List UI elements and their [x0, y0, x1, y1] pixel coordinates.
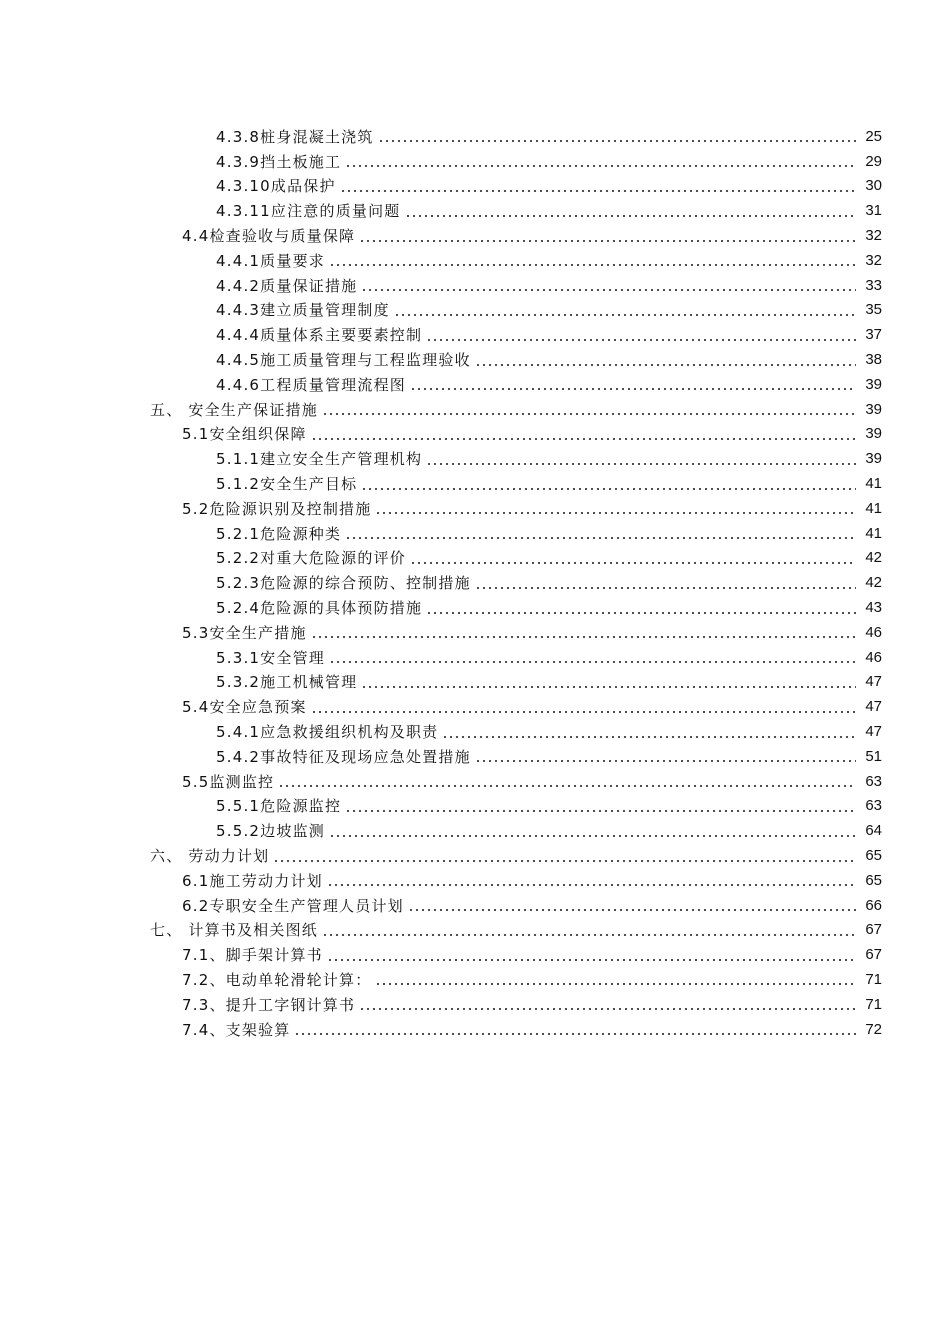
toc-entry-page-number: 42 — [865, 574, 882, 592]
toc-entry-page-number: 41 — [865, 524, 882, 542]
toc-leader-dots — [294, 1022, 856, 1036]
toc-entry-title: 4.4.5施工质量管理与工程监理验收 — [216, 351, 471, 370]
toc-entry-page-number: 63 — [865, 797, 882, 815]
toc-entry[interactable] — [0, 521, 950, 546]
toc-entry-page-number: 51 — [865, 747, 882, 765]
toc-entry-page-number: 29 — [865, 152, 882, 170]
toc-entry-title: 4.4.6工程质量管理流程图 — [216, 375, 406, 394]
toc-entry[interactable] — [0, 273, 950, 298]
toc-entry-page-number: 66 — [865, 896, 882, 914]
toc-entry[interactable] — [0, 794, 950, 819]
toc-entry-title: 5.3安全生产措施 — [182, 623, 307, 642]
toc-entry-title: 5.4.2事故特征及现场应急处置措施 — [216, 747, 471, 766]
toc-entry-page-number: 41 — [865, 499, 882, 517]
toc-entry-title: 4.4.3建立质量管理制度 — [216, 301, 390, 320]
toc-entry-title: 5.1安全组织保障 — [182, 425, 307, 444]
toc-entry-page-number: 47 — [865, 723, 882, 741]
toc-entry[interactable] — [0, 645, 950, 670]
toc-leader-dots — [361, 278, 856, 292]
toc-leader-dots — [345, 154, 856, 168]
toc-entry-page-number: 63 — [865, 772, 882, 790]
toc-leader-dots — [322, 402, 856, 416]
toc-entry[interactable] — [0, 248, 950, 273]
toc-entry-title: 5.3.2施工机械管理 — [216, 673, 358, 692]
toc-entry[interactable] — [0, 422, 950, 447]
toc-entry[interactable] — [0, 918, 950, 943]
toc-leader-dots — [329, 824, 856, 838]
toc-entry-page-number: 39 — [865, 450, 882, 468]
toc-entry-page-number: 47 — [865, 698, 882, 716]
toc-entry-page-number: 38 — [865, 351, 882, 369]
toc-entry-title: 4.3.8桩身混凝土浇筑 — [216, 127, 374, 146]
toc-entry-title: 5.2.2对重大危险源的评价 — [216, 549, 406, 568]
toc-entry[interactable] — [0, 223, 950, 248]
toc-entry-title: 4.4.2质量保证措施 — [216, 276, 358, 295]
toc-entry-title: 4.4.1质量要求 — [216, 251, 325, 270]
toc-leader-dots — [329, 253, 856, 267]
toc-leader-dots — [359, 997, 856, 1011]
toc-entry[interactable] — [0, 942, 950, 967]
toc-entry-title: 5.5监测监控 — [182, 772, 275, 791]
toc-entry[interactable] — [0, 570, 950, 595]
toc-leader-dots — [475, 576, 856, 590]
toc-entry-page-number: 41 — [865, 475, 882, 493]
toc-entry-page-number: 64 — [865, 822, 882, 840]
toc-leader-dots — [311, 427, 856, 441]
toc-entry-page-number: 39 — [865, 400, 882, 418]
toc-entry[interactable] — [0, 124, 950, 149]
toc-leader-dots — [327, 873, 856, 887]
toc-entry-title: 5.5.1危险源监控 — [216, 797, 342, 816]
toc-entry-title: 六、 劳动力计划 — [150, 847, 270, 865]
toc-entry-page-number: 65 — [865, 847, 882, 864]
toc-entry[interactable] — [0, 992, 950, 1017]
toc-entry-title: 5.2.1危险源种类 — [216, 524, 342, 543]
toc-entry[interactable] — [0, 694, 950, 719]
toc-leader-dots — [278, 774, 856, 788]
toc-entry[interactable] — [0, 744, 950, 769]
toc-entry-page-number: 46 — [865, 648, 882, 666]
toc-entry-title: 4.3.9挡土板施工 — [216, 152, 342, 171]
toc-entry[interactable] — [0, 322, 950, 347]
toc-entry-page-number: 32 — [865, 251, 882, 269]
toc-entry[interactable] — [0, 174, 950, 199]
toc-entry-title: 7.4、支架验算 — [182, 1020, 291, 1039]
toc-leader-dots — [375, 972, 856, 986]
toc-entry-title: 4.3.11应注意的质量问题 — [216, 202, 401, 221]
toc-entry[interactable] — [0, 149, 950, 174]
toc-entry[interactable] — [0, 347, 950, 372]
toc-entry[interactable] — [0, 620, 950, 645]
toc-entry-page-number: 47 — [865, 673, 882, 691]
toc-entry[interactable] — [0, 967, 950, 992]
toc-leader-dots — [345, 526, 856, 540]
toc-entry[interactable] — [0, 496, 950, 521]
toc-entry-page-number: 31 — [865, 202, 882, 220]
toc-leader-dots — [340, 179, 856, 193]
toc-entry[interactable] — [0, 595, 950, 620]
toc-leader-dots — [475, 353, 856, 367]
toc-entry-title: 5.2.3危险源的综合预防、控制措施 — [216, 574, 471, 593]
toc-entry[interactable] — [0, 471, 950, 496]
toc-leader-dots — [273, 849, 856, 863]
toc-leader-dots — [327, 948, 856, 962]
toc-entry[interactable] — [0, 670, 950, 695]
toc-leader-dots — [359, 229, 856, 243]
toc-entry-page-number: 25 — [865, 127, 882, 145]
toc-leader-dots — [426, 328, 856, 342]
toc-leader-dots — [410, 377, 856, 391]
toc-entry-title: 4.3.10成品保护 — [216, 177, 336, 196]
toc-entry-page-number: 72 — [865, 1020, 882, 1038]
table-of-contents — [0, 124, 950, 1041]
toc-entry-title: 5.4安全应急预案 — [182, 698, 307, 717]
toc-entry[interactable] — [0, 893, 950, 918]
toc-entry-title: 七、 计算书及相关图纸 — [150, 921, 318, 940]
toc-leader-dots — [329, 650, 856, 664]
toc-entry-title: 4.4.4质量体系主要要素控制 — [216, 326, 423, 345]
toc-leader-dots — [394, 303, 856, 317]
toc-leader-dots — [311, 625, 856, 639]
toc-leader-dots — [361, 477, 856, 491]
toc-entry-page-number: 71 — [865, 970, 882, 988]
toc-entry-page-number: 37 — [865, 326, 882, 344]
toc-entry-page-number: 43 — [865, 599, 882, 617]
toc-entry-title: 5.4.1应急救援组织机构及职责 — [216, 723, 439, 742]
toc-entry-page-number: 32 — [865, 227, 882, 245]
toc-entry[interactable] — [0, 198, 950, 223]
toc-leader-dots — [361, 675, 856, 689]
toc-entry-title: 五、 安全生产保证措施 — [150, 400, 318, 419]
toc-entry[interactable] — [0, 818, 950, 843]
toc-entry[interactable] — [0, 868, 950, 893]
toc-entry-title: 7.1、脚手架计算书 — [182, 946, 323, 965]
toc-leader-dots — [345, 799, 856, 813]
toc-leader-dots — [475, 749, 856, 763]
toc-entry-page-number: 65 — [865, 871, 882, 889]
toc-entry[interactable] — [0, 843, 950, 868]
toc-entry-title: 7.2、电动单轮滑轮计算： — [182, 970, 372, 989]
toc-entry[interactable] — [0, 446, 950, 471]
toc-entry-title: 5.2危险源识别及控制措施 — [182, 499, 372, 518]
toc-entry[interactable] — [0, 1017, 950, 1042]
toc-entry[interactable] — [0, 769, 950, 794]
toc-entry-title: 4.4检查验收与质量保障 — [182, 227, 356, 246]
toc-entry[interactable] — [0, 546, 950, 571]
toc-leader-dots — [426, 601, 856, 615]
toc-entry-page-number: 67 — [865, 946, 882, 964]
toc-leader-dots — [375, 501, 856, 515]
toc-entry-page-number: 46 — [865, 623, 882, 641]
toc-entry-page-number: 35 — [865, 301, 882, 319]
toc-entry-title: 6.1施工劳动力计划 — [182, 871, 323, 890]
toc-entry-page-number: 33 — [865, 276, 882, 294]
toc-entry-page-number: 71 — [865, 995, 882, 1013]
toc-leader-dots — [378, 129, 856, 143]
toc-entry-title: 5.5.2边坡监测 — [216, 822, 325, 841]
toc-entry-page-number: 39 — [865, 425, 882, 443]
toc-entry-page-number: 30 — [865, 177, 882, 195]
toc-entry-title: 5.2.4危险源的具体预防措施 — [216, 599, 423, 618]
toc-leader-dots — [311, 700, 856, 714]
toc-leader-dots — [426, 452, 856, 466]
toc-entry-title: 5.1.1建立安全生产管理机构 — [216, 450, 423, 469]
toc-entry-page-number: 42 — [865, 549, 882, 567]
toc-leader-dots — [442, 725, 856, 739]
toc-leader-dots — [408, 898, 856, 912]
toc-leader-dots — [405, 204, 856, 218]
toc-entry-title: 7.3、提升工字钢计算书 — [182, 995, 356, 1014]
toc-entry[interactable] — [0, 298, 950, 323]
toc-entry[interactable] — [0, 372, 950, 397]
toc-entry-title: 6.2专职安全生产管理人员计划 — [182, 896, 404, 915]
toc-entry-title: 5.3.1安全管理 — [216, 648, 325, 667]
toc-entry-title: 5.1.2安全生产目标 — [216, 475, 358, 494]
toc-leader-dots — [410, 551, 856, 565]
toc-entry[interactable] — [0, 397, 950, 422]
toc-entry-page-number: 67 — [865, 921, 882, 939]
toc-entry[interactable] — [0, 719, 950, 744]
toc-entry-page-number: 39 — [865, 375, 882, 393]
toc-leader-dots — [322, 923, 856, 937]
